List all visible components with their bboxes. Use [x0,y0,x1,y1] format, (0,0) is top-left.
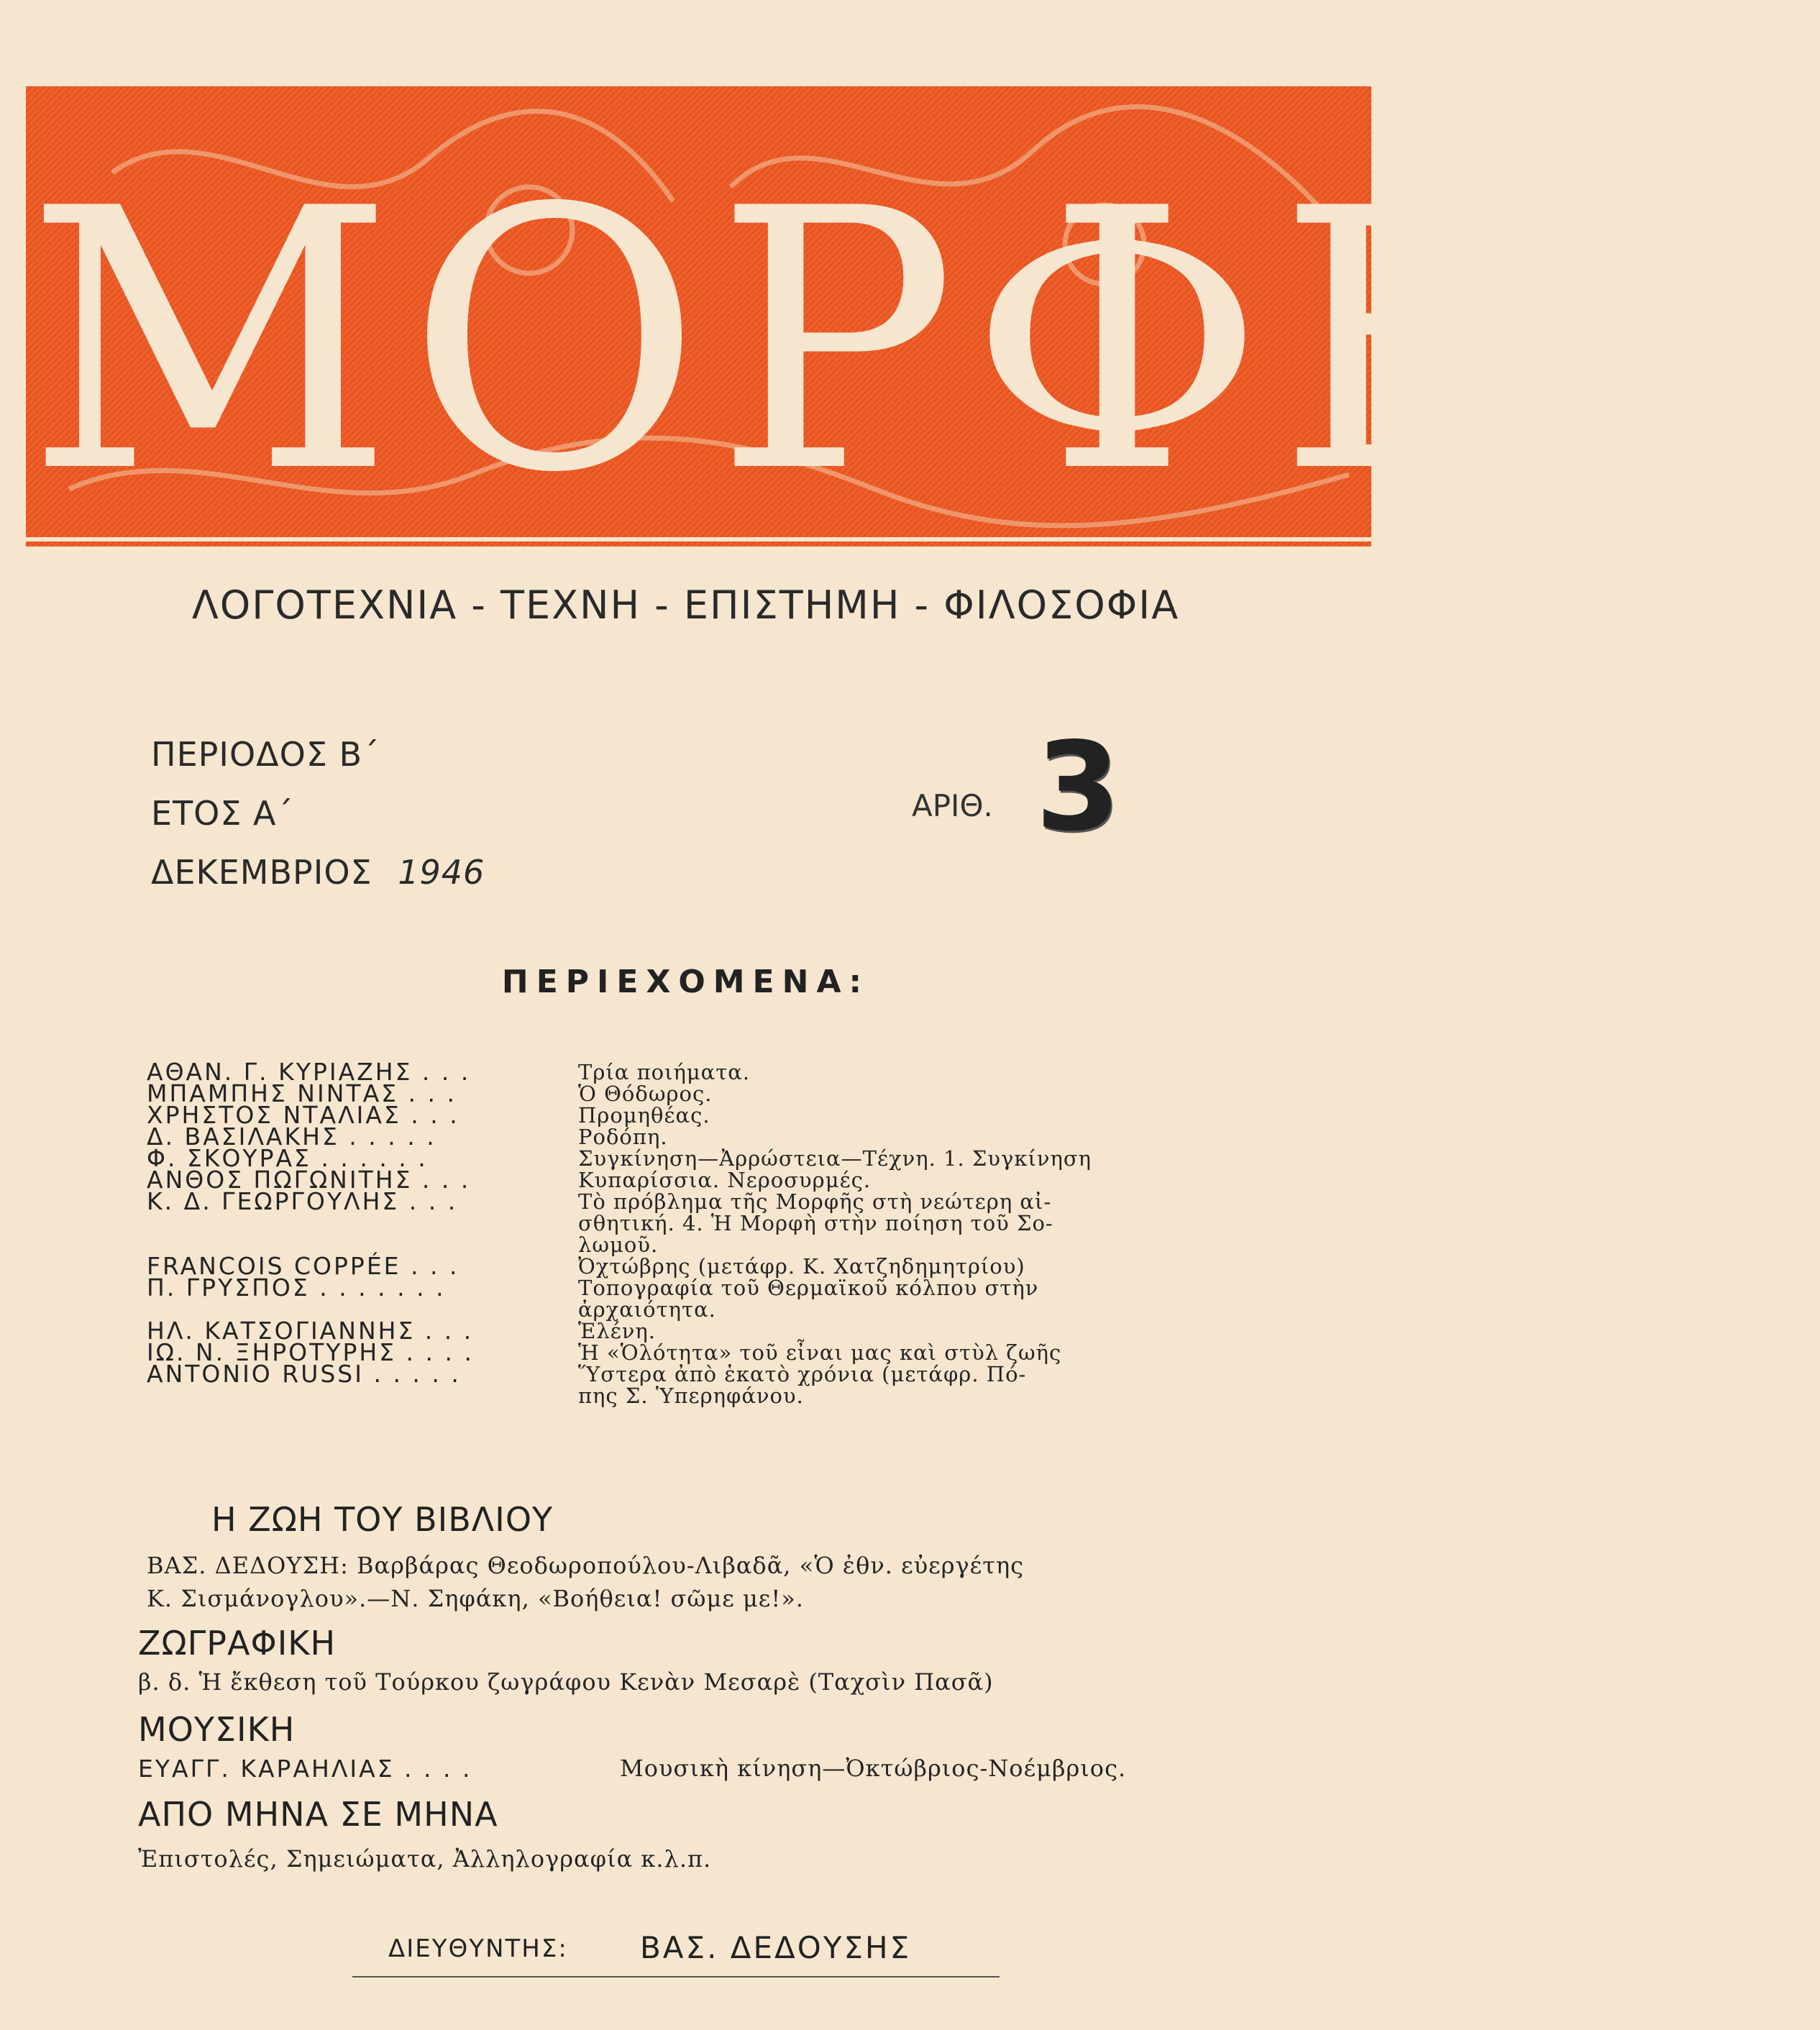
toc-title-line: σθητική. 4. Ἡ Μορφὴ στὴν ποίηση τοῦ Σο- [578,1211,1053,1235]
toc-title-line: Συγκίνηση—Ἀρρώστεια—Τέχνη. 1. Συγκίνηση [578,1146,1092,1171]
music-author: ΕΥΑΓΓ. ΚΑΡΑΗΛΙΑΣ . . . . [138,1755,472,1783]
toc-title [578,1191,1254,1256]
toc-title-line: Τὸ πρόβλημα τῆς Μορφῆς στὴ νεώτερη αἰ- [578,1189,1052,1214]
director-divider [352,1976,1000,1978]
toc-title [578,1320,1254,1342]
toc-title [578,1363,1254,1407]
toc-author: ΑΝΘΟΣ ΠΩΓΩΝΙΤΗΣ . . . [147,1166,471,1194]
table-of-contents [147,1058,1254,1408]
toc-author: ANTONIO RUSSI . . . . . [147,1360,461,1388]
subtitle: ΛΟΓΟΤΕΧΝΙΑ - ΤΕΧΝΗ - ΕΠΙΣΤΗΜΗ - ΦΙΛΟΣΟΦΙΑ [191,582,1180,628]
toc-title [578,1277,1254,1320]
issue-year: ΕΤΟΣ Α΄ [151,794,294,833]
toc-title-line: Προμηθέας. [578,1103,710,1128]
toc-author: ΜΠΑΜΠΗΣ ΝΙΝΤΑΣ . . . [147,1079,457,1107]
issue-number-label: ΑΡΙΘ. [912,788,993,823]
toc-author: ΑΘΑΝ. Γ. ΚΥΡΙΑΖΗΣ . . . [147,1058,471,1086]
toc-title-line: Ἑλένη. [578,1319,657,1343]
toc-item [147,1187,1254,1257]
issue-number: 3 [1035,716,1121,859]
issue-period: ΠΕΡΙΟΔΟΣ Β΄ [151,735,380,774]
toc-title [578,1169,1254,1191]
toc-author: Κ. Δ. ΓΕΩΡΓΟΥΛΗΣ . . . [147,1187,458,1215]
toc-author: ΙΩ. Ν. ΞΗΡΟΤΥΡΗΣ . . . . [147,1338,474,1366]
toc-title [578,1061,1254,1083]
issue-date [151,853,485,892]
toc-author: ΧΡΗΣΤΟΣ ΝΤΑΛΙΑΣ . . . [147,1101,459,1129]
section-heading-book-life: Η ΖΩΗ ΤΟΥ ΒΙΒΛΙΟΥ [211,1500,554,1539]
director-label: ΔΙΕΥΘΥΝΤΗΣ: [388,1934,568,1963]
toc-title-line: πης Σ. Ὑπερηφάνου. [578,1384,804,1408]
music-title: Μουσικὴ κίνηση—Ὀκτώβριος-Νοέμβριος. [620,1755,1127,1782]
toc-title-line: Ὕστερα ἀπὸ ἑκατὸ χρόνια (μετάφρ. Πό- [578,1362,1027,1386]
toc-title-line: λωμοῦ. [578,1233,659,1257]
section-heading-music: ΜΟΥΣΙΚΗ [138,1710,296,1749]
toc-title [578,1083,1254,1105]
toc-item [147,1360,1254,1408]
toc-author: Π. ΓΡΥΣΠΟΣ . . . . . . . [147,1274,446,1302]
toc-author: Φ. ΣΚΟΥΡΑΣ . . . . . . [147,1144,428,1172]
toc-title-line: Ὁ Θόδωρος. [578,1082,713,1106]
issue-year-number: 1946 [398,853,485,892]
toc-author: Δ. ΒΑΣΙΛΑΚΗΣ . . . . . [147,1123,436,1151]
book-life-line: ΒΑΣ. ΔΕΔΟΥΣΗ: Βαρβάρας Θεοδωροπούλου-Λιβαδᾶ, «Ὁ ἐθν. εὐεργέτης [147,1552,1025,1579]
toc-title-line: Ροδόπη. [578,1125,668,1149]
toc-title-line: Ἡ «Ὁλότητα» τοῦ εἶναι μας καὶ στὺλ ζωῆς [578,1340,1062,1365]
toc-title-line: Τοπογραφία τοῦ Θερμαϊκοῦ κόλπου στὴν [578,1276,1039,1300]
toc-title-line: ἀρχαιότητα. [578,1297,716,1322]
toc-title [578,1148,1254,1169]
section-heading-monthly: ΑΠΟ ΜΗΝΑ ΣΕ ΜΗΝΑ [138,1795,498,1834]
toc-item [147,1274,1254,1322]
toc-title-line: Τρία ποιήματα. [578,1060,751,1084]
masthead-title: ΜΟΡΦΕΣ [26,132,1820,551]
book-life-line: Κ. Σισμάνογλου».—Ν. Σηφάκη, «Βοήθεια! σῶμε με!». [147,1585,804,1612]
toc-title [578,1256,1254,1277]
toc-title [578,1342,1254,1363]
toc-author: FRANCOIS COPPÉE . . . [147,1252,459,1280]
section-heading-painting: ΖΩΓΡΑΦΙΚΗ [138,1624,337,1663]
toc-title [578,1126,1254,1148]
toc-author: ΗΛ. ΚΑΤΣΟΓΙΑΝΝΗΣ . . . [147,1317,474,1345]
toc-title-line: Κυπαρίσσια. Νεροσυρμές. [578,1168,872,1192]
painting-line: β. δ. Ἡ ἔκθεση τοῦ Τούρκου ζωγράφου Κενὰν Μεσαρὲ (Ταχσὶν Πασᾶ) [138,1668,994,1696]
director-name: ΒΑΣ. ΔΕΔΟΥΣΗΣ [640,1930,912,1965]
contents-title: ΠΕΡΙΕΧΟΜΕΝΑ: [501,964,870,1000]
toc-title-line: Ὀχτώβρης (μετάφρ. Κ. Χατζηδημητρίου) [578,1254,1025,1279]
masthead-banner [26,86,1820,551]
toc-title [578,1105,1254,1126]
issue-month: ΔΕΚΕΜΒΡΙΟΣ [151,853,372,892]
monthly-line: Ἐπιστολές, Σημειώματα, Ἀλληλογραφία κ.λ.π. [138,1845,712,1873]
